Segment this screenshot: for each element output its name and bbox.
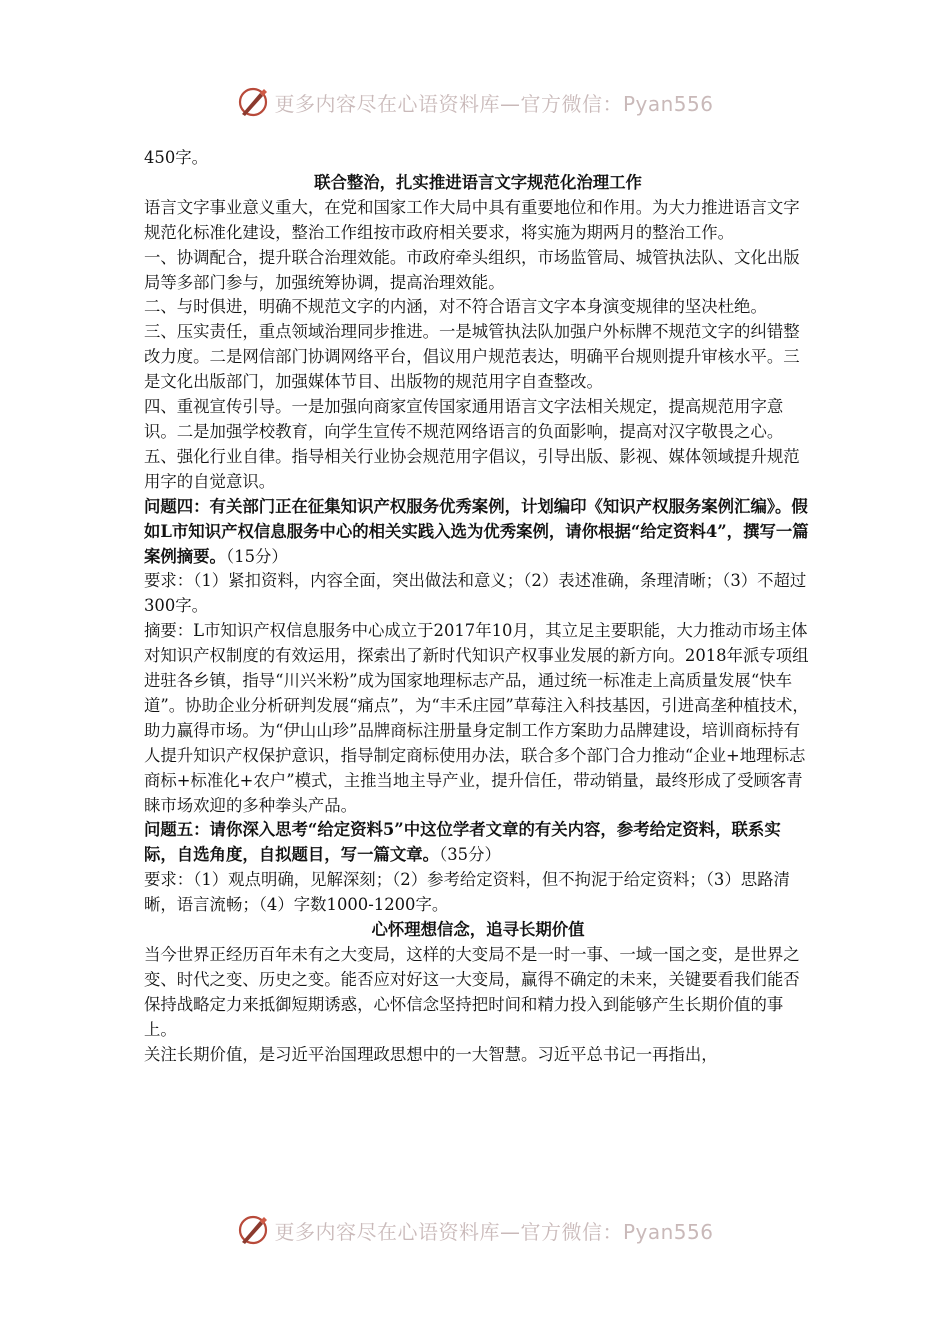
paragraph-6: 五、强化行业自律。指导相关行业协会规范用字倡议，引导出版、影视、媒体领域提升规范用字的自觉意识。 [144, 446, 800, 491]
paragraph-4: 三、压实责任，重点领域治理同步推进。一是城管执法队加强户外标牌不规范文字的纠错整改力度。二是网信部门协调网络平台，倡议用户规范表达，明确平台规则提升审核水平。三是文化出版部门，加强媒体节目、出版物的规范用字自查整改。 [144, 322, 800, 392]
paragraph-5: 四、重视宣传引导。一是加强向商家宣传国家通用语言文字法相关规定，提高规范用字意识。二是加强学校教育，向学生宣传不规范网络语言的负面影响，提高对汉字敬畏之心。 [144, 397, 784, 441]
text-line-first: 450字。 [144, 148, 209, 167]
essay-paragraph-2: 关注长期价值，是习近平治国理政思想中的一大智慧。习近平总书记一再指出， [144, 1044, 718, 1064]
pen-logo-icon [236, 1213, 270, 1247]
question-5-text: 问题五：请你深入思考“给定资料5”中这位学者文章的有关内容，参考给定资料，联系实际，自选角度，自拟题目，写一篇文章。 [144, 820, 781, 865]
section-title-1: 联合整治，扎实推进语言文字规范化治理工作 [314, 172, 642, 192]
question-4 [144, 495, 812, 570]
section-title-2: 心怀理想信念，追寻长期价值 [371, 920, 585, 940]
watermark-text: 更多内容尽在心语资料库—官方微信：Pyan556 [274, 1219, 714, 1244]
watermark-text: 更多内容尽在心语资料库—官方微信：Pyan556 [274, 91, 714, 116]
question-4-requirements: 要求：（1）紧扣资料，内容全面，突出做法和意义；（2）表述准确，条理清晰；（3）不超过300字。 [144, 571, 807, 616]
question-5 [144, 818, 812, 868]
question-4-score: （15分） [225, 546, 288, 566]
watermark-banner-top [0, 82, 950, 122]
question-5-score: （35分） [439, 845, 501, 865]
document-body [144, 146, 812, 1068]
question-4-text: 问题四：有关部门正在征集知识产权服务优秀案例，计划编印《知识产权服务案例汇编》。假如L市知识产权信息服务中心的相关实践入选为优秀案例，请你根据“给定资料4”，撰写一篇案例摘要。 [144, 496, 809, 566]
watermark-banner-bottom [0, 1210, 950, 1250]
paragraph-3: 二、与时俱进，明确不规范文字的内涵，对不符合语言文字本身演变规律的坚决杜绝。 [144, 297, 767, 317]
paragraph-2: 一、协调配合，提升联合治理效能。市政府牵头组织，市场监管局、城管执法队、文化出版局等多部门参与，加强统筹协调，提高治理效能。 [144, 247, 800, 292]
question-4-answer: 摘要：L市知识产权信息服务中心成立于2017年10月，其立足主要职能，大力推动市场主体对知识产权制度的有效运用，探索出了新时代知识产权事业发展的新方向。2018年派专项组进驻各乡镇，指导“川兴米粉”成为国家地理标志产品，通过统一标准走上高质量发展“快车道”。协助企业分析研判发展“痛点”，为“丰禾庄园”草莓注入科技基因，引进高垄种植技术，助力赢得市场。为“伊山山珍”品牌商标注册量身定制工作方案助力品牌建设，培训商标持有人提升知识产权保护意识，指导制定商标使用办法，联合多个部门合力推动“企业+地理标志商标+标准化+农户”模式，主推当地主导产业，提升信任，带动销量，最终形成了受顾客青睐市场欢迎的多种拳头产品。 [144, 621, 809, 815]
pen-logo-icon [236, 85, 270, 119]
question-5-requirements: 要求：（1）观点明确，见解深刻；（2）参考给定资料，但不拘泥于给定资料；（3）思路清晰，语言流畅；（4）字数1000-1200字。 [144, 870, 790, 915]
essay-paragraph-1: 当今世界正经历百年未有之大变局，这样的大变局不是一时一事、一域一国之变，是世界之变、时代之变、历史之变。能否应对好这一大变局，赢得不确定的未来，关键要看我们能否保持战略定力来抵御短期诱惑，心怀信念坚持把时间和精力投入到能够产生长期价值的事上。 [144, 945, 800, 1039]
paragraph-1: 语言文字事业意义重大，在党和国家工作大局中具有重要地位和作用。为大力推进语言文字规范化标准化建设，整治工作组按市政府相关要求，将实施为期两月的整治工作。 [144, 197, 800, 242]
